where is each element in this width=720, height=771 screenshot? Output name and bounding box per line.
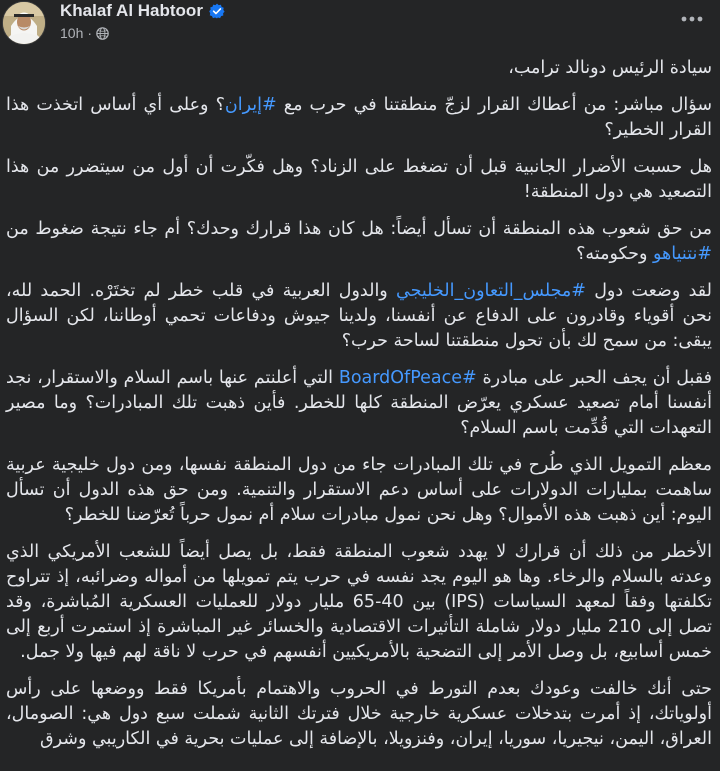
hashtag-link[interactable]: #مجلس_التعاون_الخليجي — [396, 281, 586, 301]
paragraph-text: حتى أنك خالفت وعودك بعدم التورط في الحروب والاهتمام بأمريكا فقط ووضعها على رأس أولوياتك، إذ أمرت بتدخلات عسكرية خارجية خلال فترتك الثانية شملت سبع دول هي: الصومال، العراق، اليمن، نيجيريا، سوريا، إيران، وفنزويلا، بالإضافة إلى عمليات بحرية في الكاريبي وشرق — [6, 679, 712, 749]
globe-icon[interactable] — [96, 27, 109, 40]
avatar-image — [3, 2, 45, 44]
hashtag-link[interactable]: #إيران — [224, 95, 277, 115]
paragraph-text: ؟ وعلى أي أساس اتخذت هذا القرار الخطير؟ — [6, 95, 712, 140]
post-body — [0, 56, 720, 764]
paragraph-text: التي أعلنتم عنها باسم السلام والاستقرار، نجد أنفسنا أمام تصعيد عسكري يعرّض المنطقة كلها للخطر. فأين ذهبت تلك المبادرات؟ وما مصير التعهدات التي قُدِّمت باسم السلام؟ — [6, 368, 712, 438]
post-paragraph — [6, 279, 712, 354]
post-paragraph — [6, 93, 712, 143]
paragraph-text: فقبل أن يجف الحبر على مبادرة — [476, 368, 712, 388]
verified-badge-icon — [209, 3, 225, 19]
paragraph-text: من حق شعوب هذه المنطقة أن تسأل أيضاً: هل كان هذا قرارك وحدك؟ أم جاء نتيجة ضغوط من — [6, 219, 712, 239]
paragraph-text: سيادة الرئيس دونالد ترامب، — [508, 58, 712, 78]
post-paragraph — [6, 540, 712, 665]
post-paragraph — [6, 56, 712, 81]
author-row — [60, 0, 225, 22]
post-timestamp[interactable]: 10h — [60, 25, 84, 41]
post-paragraph — [6, 677, 712, 752]
hashtag-link[interactable]: #BoardOfPeace — [338, 368, 477, 388]
post-paragraph — [6, 217, 712, 267]
paragraph-text: سؤال مباشر: من أعطاك القرار لزجّ منطقتنا في حرب مع — [276, 95, 712, 115]
post-paragraph — [6, 155, 712, 205]
author-avatar[interactable] — [2, 1, 46, 45]
hashtag-link[interactable]: #نتنياهو — [653, 244, 712, 264]
paragraph-text: والدول العربية في قلب خطر لم تختَرْه. الحمد لله، نحن أقوياء وقادرون على الدفاع عن أنفسنا، ولدينا جيوش ودفاعات تحمي أوطاننا، لكن السؤال يبقى: من سمح لك بأن تحول منطقتنا لساحة حرب؟ — [6, 281, 712, 351]
paragraph-text: الأخطر من ذلك أن قرارك لا يهدد شعوب المنطقة فقط، بل يصل أيضاً للشعب الأمريكي الذي وعدته بالسلام والرخاء. وها هو اليوم يجد نفسه في حرب يتم تمويلها من أمواله وضرائبه، إذ تتراوح تكلفتها وفقاً لمعهد السياسات (IPS) بين 40-65 مليار دولار للعمليات العسكرية المُباشرة، وقد تصل إلى 210 مليار دولار شاملة التأثيرات الاقتصادية والخسائر غير المباشرة إذ استمرت أربع إلى خمس أسابيع، بل وصل الأمر إلى التضحية بالأمريكيين أنفسهم في حرب لا ناقة لهم فيها ولا جمل. — [6, 542, 712, 662]
post-header — [0, 0, 720, 48]
author-name[interactable]: Khalaf Al Habtoor — [60, 1, 203, 20]
post-paragraph — [6, 453, 712, 528]
paragraph-text: لقد وضعت دول — [585, 281, 712, 301]
paragraph-text: معظم التمويل الذي طُرح في تلك المبادرات جاء من دول المنطقة نفسها، ومن دول خليجية عربية ساهمت بمليارات الدولارات على أساس دعم الاستقرار والتنمية. ومن حق هذه الدول أن تسأل اليوم: أين ذهبت هذه الأموال؟ وهل نحن نمول مبادرات سلام أم نمول حرباً تُعرّضنا للخطر؟ — [6, 455, 712, 525]
post-paragraph — [6, 366, 712, 441]
more-options-icon[interactable] — [678, 8, 706, 30]
paragraph-text: هل حسبت الأضرار الجانبية قبل أن تضغط على الزناد؟ وهل فكّرت أن أول من سيتضرر من هذا التصعيد هي دول المنطقة! — [6, 157, 712, 202]
paragraph-text: وحكومته؟ — [576, 244, 654, 264]
meta-separator: · — [87, 25, 93, 41]
post-meta — [60, 24, 109, 42]
